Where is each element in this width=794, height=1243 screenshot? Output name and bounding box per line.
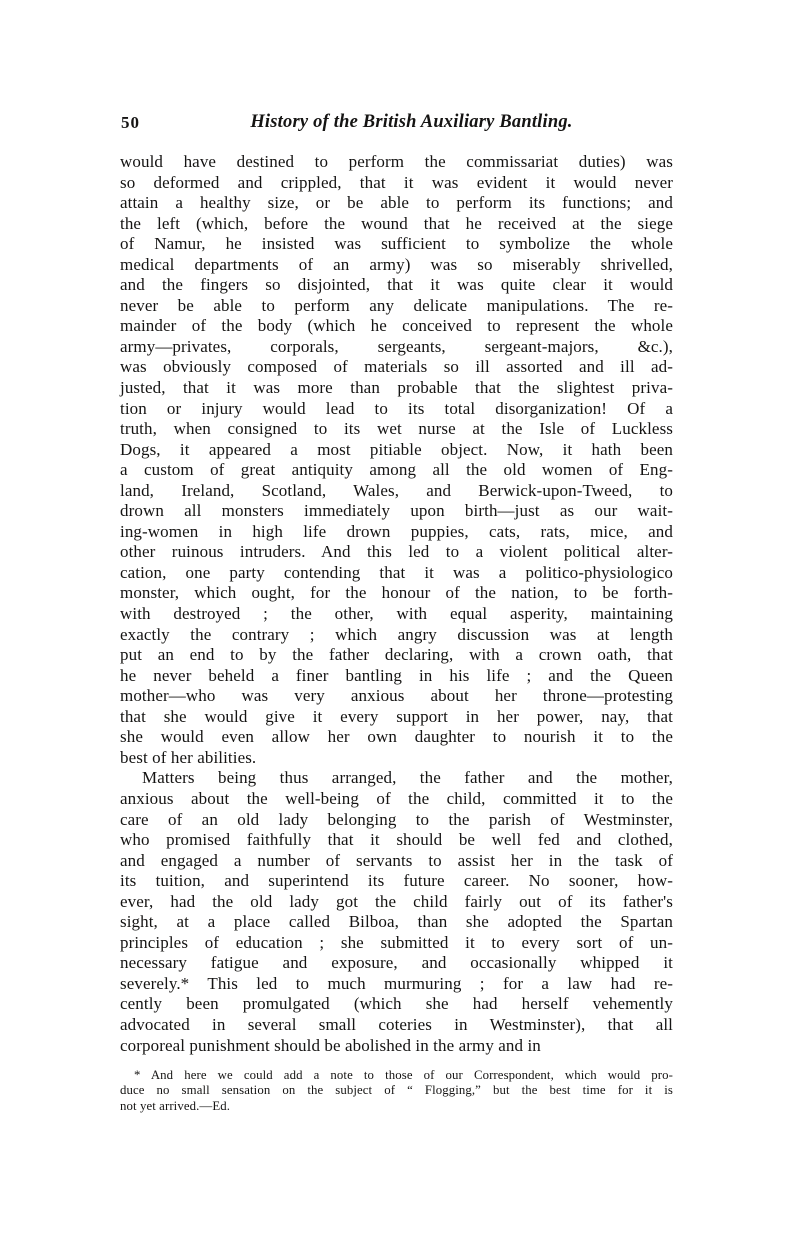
footnote [120, 1068, 673, 1114]
text-line: would have destined to perform the commissariat duties) was [120, 152, 673, 171]
text-line: drown all monsters immediately upon birth—just as our wait- [120, 501, 673, 521]
text-line: truth, when consigned to its wet nurse at the Isle of Luckless [120, 419, 673, 439]
running-head [120, 112, 673, 138]
text-line: severely.* This led to much murmuring ; for a law had re- [120, 973, 673, 993]
text-line: Matters being thus arranged, the father and the mother, [142, 768, 673, 788]
text-line: other ruinous intruders. And this led to a violent political alter- [120, 542, 673, 562]
text-line: monster, which ought, for the honour of the nation, to be forth- [120, 583, 673, 603]
text-line: justed, that it was more than probable that the slightest priva- [120, 378, 673, 398]
text-line: put an end to by the father declaring, with a crown oath, that [120, 645, 673, 665]
text-line: never be able to perform any delicate manipulations. The re- [120, 295, 673, 315]
text-line: a custom of great antiquity among all the old women of Eng- [120, 460, 673, 480]
text-line: with destroyed ; the other, with equal asperity, maintaining [120, 604, 673, 624]
text-line: that she would give it every support in her power, nay, that [120, 706, 673, 726]
text-line: of Namur, he insisted was sufficient to symbolize the whole [120, 234, 673, 254]
text-line: attain a healthy size, or be able to perform its functions; and [120, 193, 673, 213]
text-line: care of an old lady belonging to the parish of Westminster, [120, 809, 673, 829]
text-line: and engaged a number of servants to assist her in the task of [120, 850, 673, 870]
text-line: best of her abilities. [120, 747, 257, 767]
text-line: Dogs, it appeared a most pitiable object. Now, it hath been [120, 439, 673, 459]
paragraph [120, 1068, 673, 1114]
text-line: and the fingers so disjointed, that it was quite clear it would [120, 275, 673, 295]
text-line: necessary fatigue and exposure, and occasionally whipped it [120, 953, 673, 973]
text-line: its tuition, and superintend its future career. No sooner, how- [120, 871, 673, 891]
text-line: advocated in several small coteries in Westminster), that all [120, 1014, 673, 1034]
text-line: was obviously composed of materials so ill assorted and ill ad- [120, 357, 673, 377]
page-number: 50 [121, 113, 140, 132]
text-line: ing-women in high life drown puppies, cats, rats, mice, and [120, 521, 673, 541]
text-line: not yet arrived.—Ed. [120, 1098, 231, 1113]
text-line: principles of education ; she submitted it to every sort of un- [120, 932, 673, 952]
text-line: who promised faithfully that it should be well fed and clothed, [120, 830, 673, 850]
text-line: army—privates, corporals, sergeants, sergeant-majors, &c.), [120, 336, 673, 356]
text-line: cation, one party contending that it was a politico-physiologico [120, 562, 673, 582]
paragraph [120, 768, 673, 1056]
paragraph [120, 152, 673, 768]
text-line: the left (which, before the wound that he received at the siege [120, 213, 673, 233]
text-line: tion or injury would lead to its total disorganization! Of a [120, 398, 673, 418]
text-line: mother—who was very anxious about her throne—protesting [120, 686, 673, 706]
text-line: ever, had the old lady got the child fairly out of its father's [120, 891, 673, 911]
text-line: mainder of the body (which he conceived to represent the whole [120, 316, 673, 336]
text-line: he never beheld a finer bantling in his life ; and the Queen [120, 665, 673, 685]
body-text [120, 152, 673, 1056]
text-line: cently been promulgated (which she had herself vehemently [120, 994, 673, 1014]
text-line: sight, at a place called Bilboa, than she adopted the Spartan [120, 912, 673, 932]
text-line: medical departments of an army) was so miserably shrivelled, [120, 254, 673, 274]
text-line: land, Ireland, Scotland, Wales, and Berwick-upon-Tweed, to [120, 480, 673, 500]
text-line: * And here we could add a note to those of our Correspondent, which would pro- [134, 1068, 673, 1083]
text-line: duce no small sensation on the subject of “ Flogging,” but the best time for it is [120, 1083, 673, 1098]
text-line: she would even allow her own daughter to nourish it to the [120, 727, 673, 747]
text-line: corporeal punishment should be abolished in the army and in [120, 1035, 541, 1055]
text-line: so deformed and crippled, that it was evident it would never [120, 172, 673, 192]
text-line: exactly the contrary ; which angry discussion was at length [120, 624, 673, 644]
running-title: History of the British Auxiliary Bantling. [250, 112, 573, 132]
text-line: anxious about the well-being of the child, committed it to the [120, 788, 673, 808]
